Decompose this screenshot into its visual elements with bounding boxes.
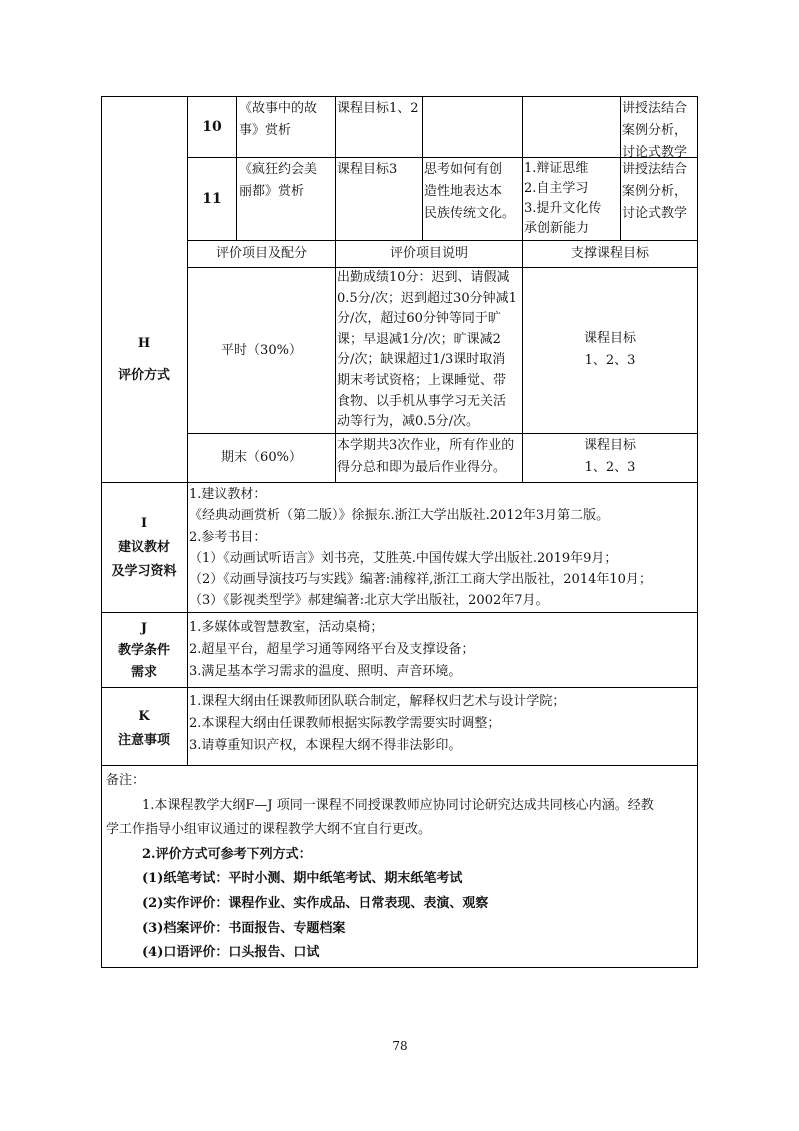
evaluation-header-desc: 评价项目说明 [389,246,468,261]
row-11-number: 11 [202,191,222,207]
evaluation-regular-name: 平时（30%） [221,343,302,358]
row-10-goal: 课程目标1、2 [337,101,419,116]
remarks-block [106,769,696,966]
remarks-paragraph-1-cont: 学工作指导小组审议通过的课程教学大纲不宜自行更改。 [106,822,432,838]
row-11-ability: 1.辩证思维 2.自主学习 3.提升文化传 承创新能力 [524,161,602,236]
row-10-number: 10 [202,119,222,135]
evaluation-final-target: 课程目标 1、2、3 [583,438,636,475]
remarks-item: (2)实作评价：课程作业、实作成品、日常表现、表演、观察 [142,895,489,911]
row-11-goal: 课程目标3 [337,162,398,177]
evaluation-header-item: 评价项目及配分 [215,246,307,261]
remarks-item: (4)口语评价：口头报告、口试 [142,945,320,961]
conditions-content: 1.多媒体或智慧教室，活动桌椅； 2.超星平台，超星学习通等网络平台及支撑设备； 3.满足基本学习需求的温度、照明、声音环境。 [189,620,475,679]
evaluation-label: H 评价方式 [117,336,170,383]
row-11-method: 讲授法结合 案例分析， 讨论式教学 [622,162,688,221]
remarks-item: (3)档案评价：书面报告、专题档案 [142,920,346,936]
notes-label: K 注意事项 [117,709,170,748]
remarks-title: 备注： [106,773,146,788]
row-10-method: 讲授法结合 案例分析， 讨论式教学 [622,101,688,160]
remarks-item: (1)纸笔考试：平时小测、期中纸笔考试、期末纸笔考试 [142,871,463,887]
row-11-ideology: 思考如何有创 造性地表达本 民族传统文化。 [424,162,516,221]
materials-label: I 建议教材 及学习资料 [111,516,177,579]
row-10-content: 《故事中的故 事》赏析 [239,101,318,138]
evaluation-final-name: 期末（60%） [221,450,302,465]
remarks-paragraph-2: 2.评价方式可参考下列方式： [142,846,312,862]
row-11-content: 《疯狂约会美 丽都》赏析 [239,162,318,199]
notes-content: 1.课程大纲由任课教师团队联合制定，解释权归艺术与设计学院； 2.本课程大纲由任课教师根据实际教学需要实时调整； 3.请尊重知识产权，本课程大纲不得非法影印。 [189,694,566,753]
conditions-label: J 教学条件 需求 [117,621,170,680]
evaluation-header-target: 支撑课程目标 [570,246,649,261]
evaluation-regular-desc: 出勤成绩10分：迟到、请假减 0.5分/次；迟到超过30分钟减1 分/次，超过60分钟等同于旷 课；早退减1分/次；旷课减2 分/次；缺课超过1/3课时取消 期末考试资格；上课睡觉、带 食物、以手机从事学习无关活 动等行为，减0.5分/次。 [337,270,517,430]
remarks-paragraph-1: 1.本课程教学大纲F—J 项同一课程不同授课教师应协同讨论研究达成共同核心内涵。经教 [142,797,654,813]
page-number: 78 [392,1039,408,1053]
evaluation-final-desc: 本学期共3次作业，所有作业的 得分总和即为最后作业得分。 [337,438,515,475]
materials-content: 1.建议教材： 《经典动画赏析（第二版）》徐振东.浙江大学出版社.2012年3月第二版。 2.参考书目： （1）《动画试听语言》刘书亮，艾胜英.中国传媒大学出版社.2019年9月； （2）《动画导演技巧与实践》编著:浦稼祥,浙江工商大学出版社，2014年10月； （3）《影视类型学》郝建编著:北京大学出版社，2002年7月。 [189,487,652,609]
evaluation-regular-target: 课程目标 1、2、3 [583,331,636,368]
